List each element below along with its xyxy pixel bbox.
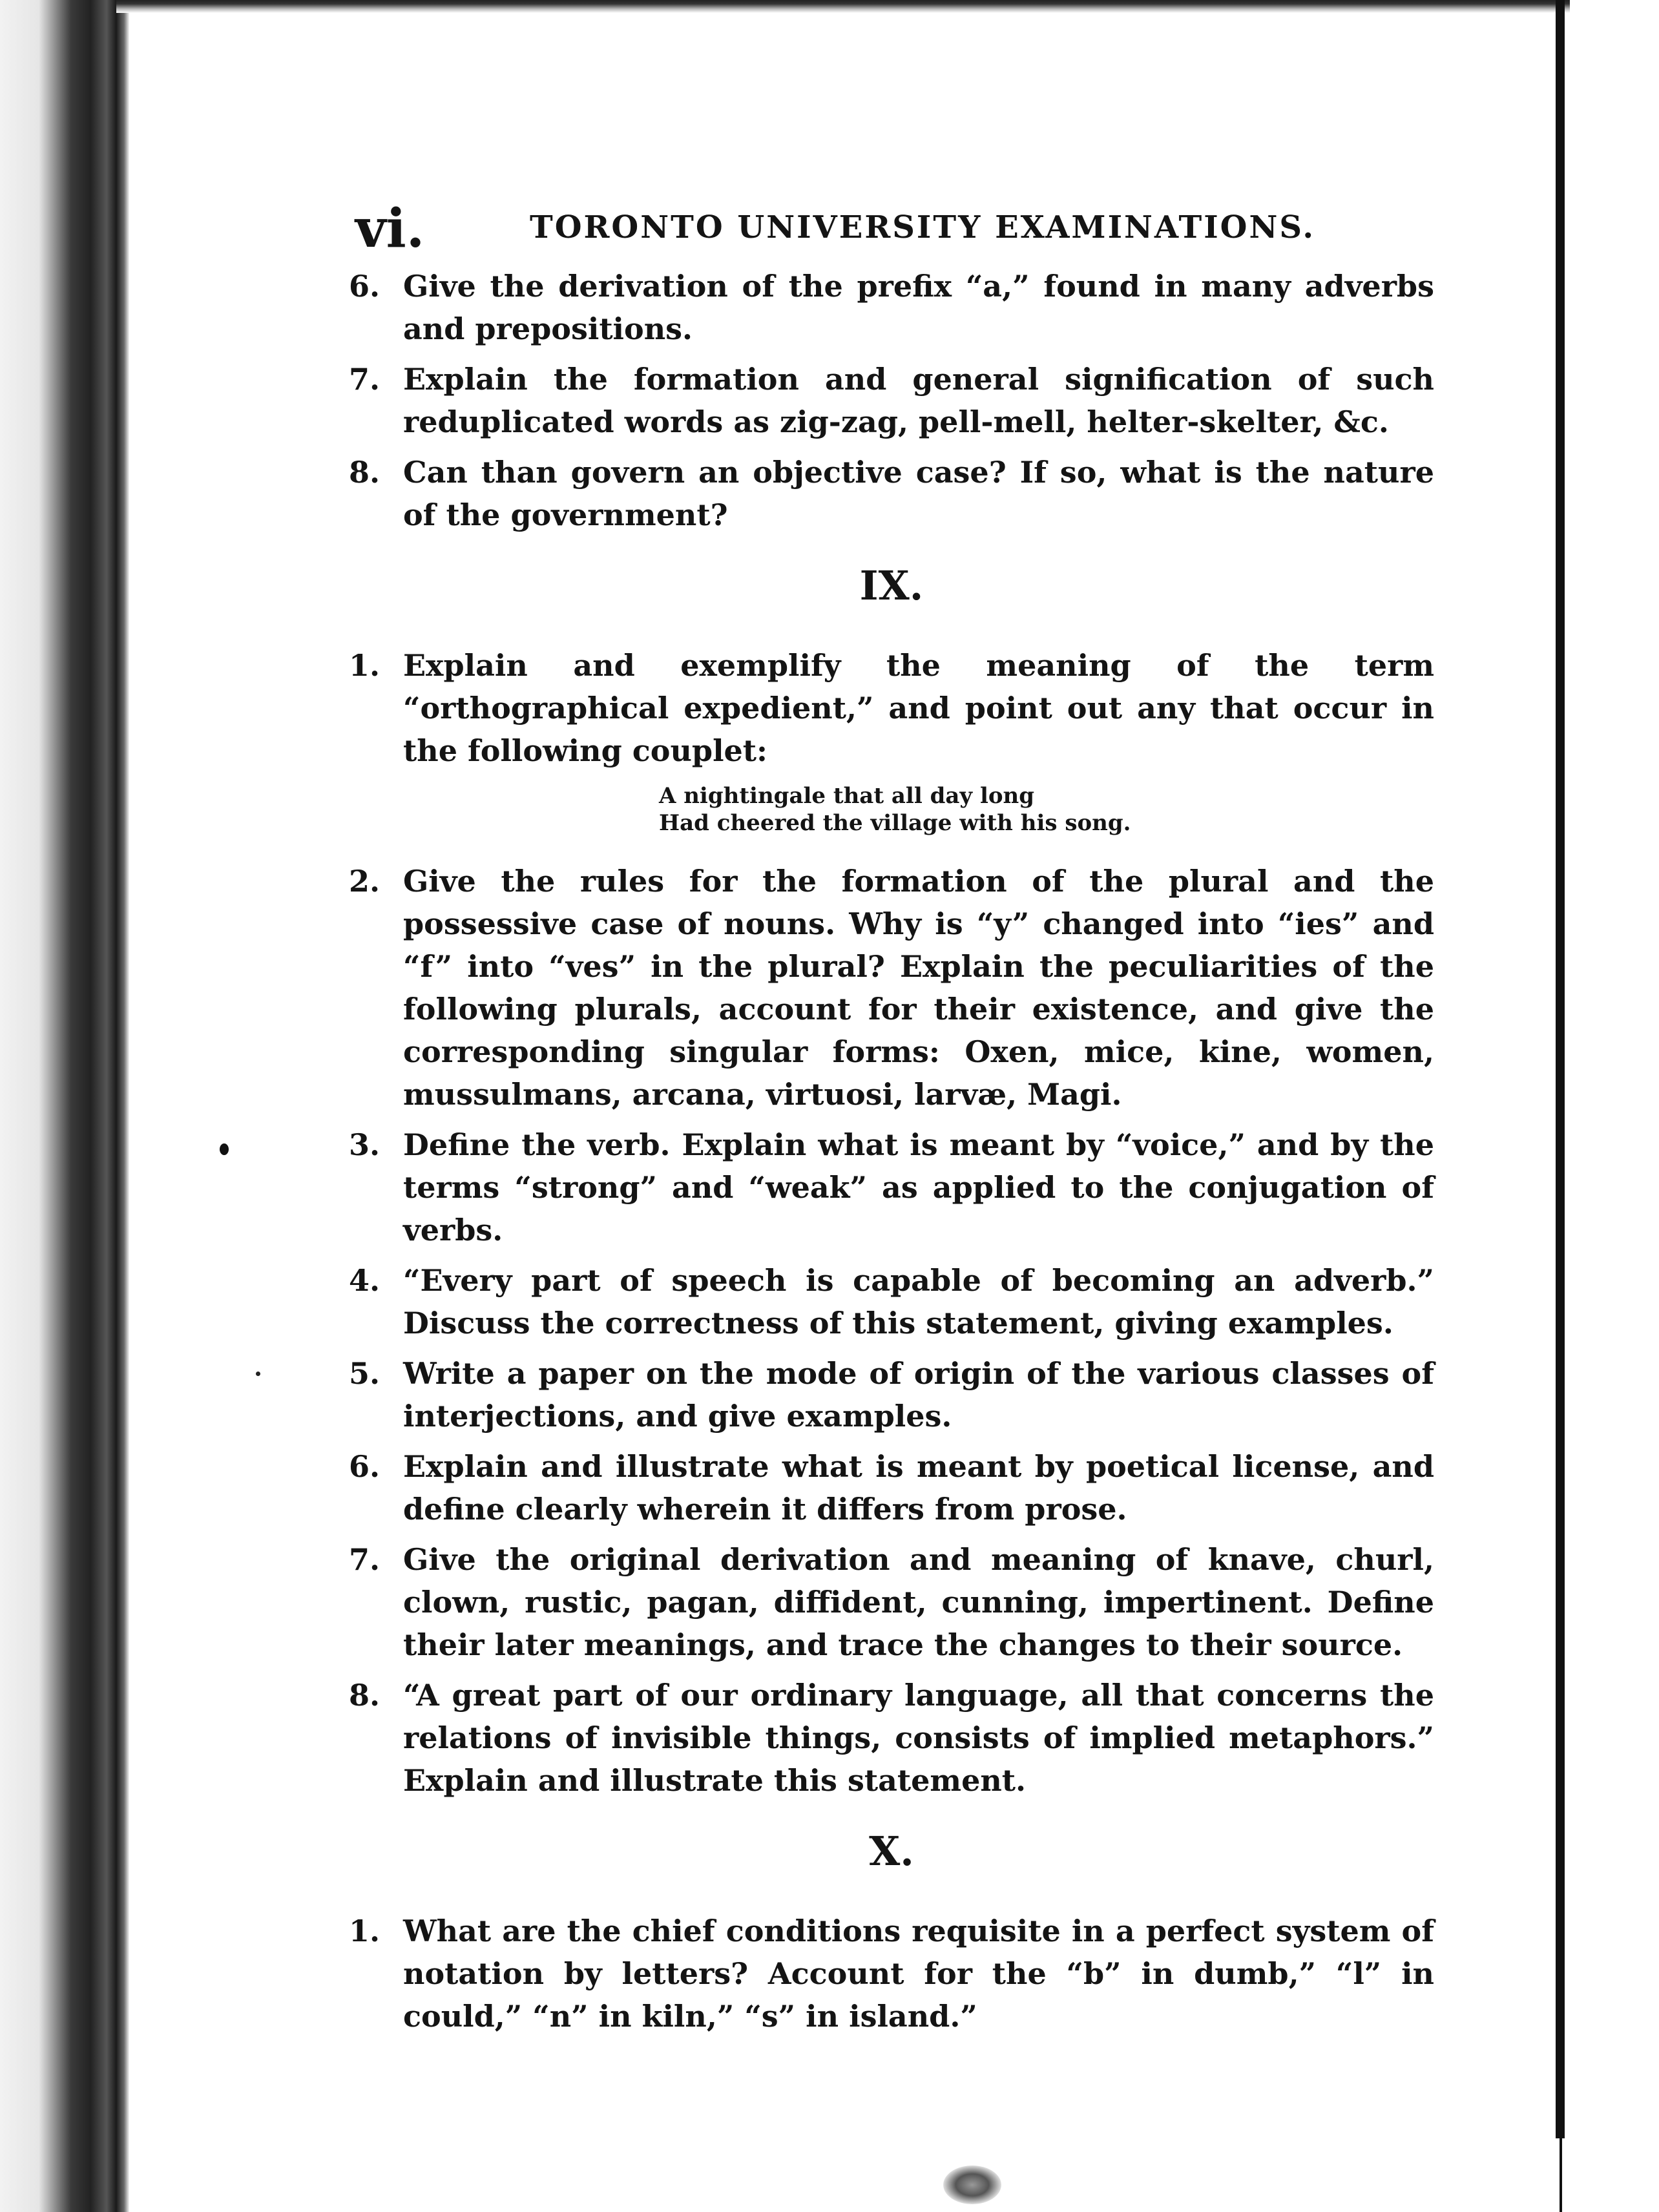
question-text: Can than govern an objective case? If so, what is the nature of the government?: [403, 455, 1434, 532]
couplet-line: A nightingale that all day long: [659, 783, 1035, 809]
quoted-couplet: [659, 782, 1434, 837]
page-number: vi.: [355, 198, 425, 260]
question-number: 7.: [349, 362, 381, 397]
question-number: 7.: [349, 1542, 381, 1577]
question-number: 8.: [349, 455, 381, 490]
page-top-edge: [116, 0, 1570, 13]
section-ix-questions: [349, 644, 1434, 1802]
question-text: Define the verb. Explain what is meant by “voice,” and by the terms “strong” and “weak” as applied to the conjugation of verbs.: [403, 1127, 1434, 1247]
section-viii-tail: [349, 265, 1434, 536]
question-item: [349, 1352, 1434, 1437]
question-number: 5.: [349, 1356, 381, 1391]
question-text: Explain and illustrate what is meant by poetical license, and define clearly wherein it differs from prose.: [403, 1449, 1434, 1527]
question-number: 6.: [349, 1449, 381, 1484]
question-item: [349, 265, 1434, 350]
section-heading-ix: IX.: [859, 562, 924, 609]
book-binding-edge: [0, 0, 129, 2212]
question-number: 1.: [349, 1914, 381, 1948]
question-item: [349, 1123, 1434, 1251]
question-number: 4.: [349, 1263, 381, 1298]
question-text: “A great part of our ordinary language, all that concerns the relations of invisible things, consists of implied metaphors.” Explain and illustrate this statement.: [403, 1678, 1434, 1798]
question-text: What are the chief conditions requisite in a perfect system of notation by letters? Account for the “b” in dumb,” “l” in could,” “n” in kiln,” “s” in island.”: [403, 1914, 1434, 2034]
question-text: Explain and exemplify the meaning of the term “orthographical expedient,” and point out any that occur in the following couplet:: [403, 648, 1434, 768]
question-number: 8.: [349, 1678, 381, 1713]
facing-page-edge-lower: [1560, 2138, 1562, 2212]
question-number: 3.: [349, 1127, 381, 1162]
question-number: 2.: [349, 864, 381, 899]
question-text: Explain the formation and general signification of such reduplicated words as zig-zag, pell-mell, helter-skelter, &c.: [403, 362, 1434, 439]
page-content: [349, 194, 1434, 2045]
library-stamp-mark: [943, 2165, 1001, 2204]
question-item: [349, 451, 1434, 536]
question-text: Give the rules for the formation of the plural and the possessive case of nouns. Why is “y” changed into “ies” and “f” into “ves” in the plural? Explain the peculiarities of the following plurals, account for their existence, and give the corresponding singular forms: Oxen, mice, kine, women, mussulmans, arcana, virtuosi, larvæ, Magi.: [403, 864, 1434, 1112]
question-item: [349, 1910, 1434, 2038]
section-heading-x: X.: [869, 1828, 914, 1875]
ink-speck: [220, 1143, 229, 1155]
question-item: [349, 860, 1434, 1116]
question-item: [349, 1259, 1434, 1344]
question-text: “Every part of speech is capable of becoming an adverb.” Discuss the correctness of this statement, giving examples.: [403, 1263, 1434, 1341]
running-head-title: TORONTO UNIVERSITY EXAMINATIONS.: [530, 209, 1316, 245]
question-text: Give the original derivation and meaning of knave, churl, clown, rustic, pagan, diffident, cunning, impertinent. Define their later meanings, and trace the changes to their source.: [403, 1542, 1434, 1662]
question-text: Write a paper on the mode of origin of the various classes of interjections, and give examples.: [403, 1356, 1434, 1434]
couplet-line: Had cheered the village with his song.: [659, 810, 1131, 836]
facing-page-edge: [1556, 0, 1565, 2138]
running-head: [349, 194, 1434, 265]
question-item: [349, 1538, 1434, 1666]
question-number: 6.: [349, 269, 381, 304]
question-item: [349, 1674, 1434, 1802]
question-item: [349, 1445, 1434, 1530]
question-number: 1.: [349, 648, 381, 683]
section-x-questions: [349, 1910, 1434, 2038]
question-item: [349, 358, 1434, 443]
ink-speck: [256, 1372, 260, 1376]
question-item: [349, 644, 1434, 772]
question-text: Give the derivation of the prefix “a,” found in many adverbs and prepositions.: [403, 269, 1434, 346]
